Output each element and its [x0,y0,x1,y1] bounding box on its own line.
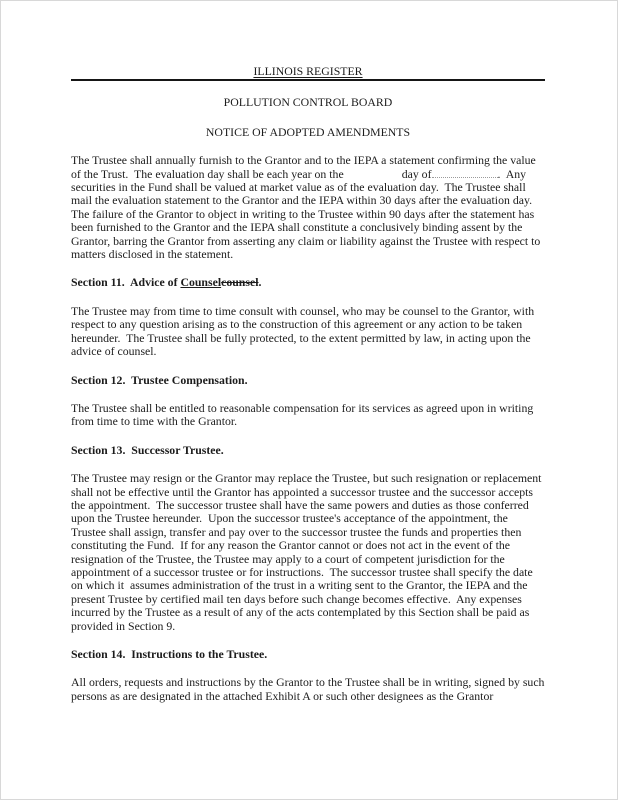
intro-text-3: . Any securities in the Fund shall be valued at market value as of the evaluation day. The Trustee shall mail the evaluation statement to the Grantor and the IEPA within 30 days after the evaluation day. The failure of the Grantor to object in writing to the Trustee within 90 days after the statement has been furnished to the Grantor and the IEPA shall constitute a conclusively binding assent by the Grantor, barring the Grantor from asserting any claim or liability against the Trustee with respect to matters disclosed in the statement. [71,166,544,262]
section-12-body: The Trustee shall be entitled to reasonable compensation for its services as agreed upon in writing from time to time with the Grantor. [71,400,537,429]
blank-day-field [344,177,402,178]
section-11-inserted-text: Counsel [180,275,222,290]
section-12-heading: Section 12. Trustee Compensation. [71,372,248,387]
intro-text-2: day of [401,166,432,181]
section-13-body: The Trustee may resign or the Grantor may replace the Trustee, but such resignation or replacement shall not be effective until the Grantor has appointed a successor trustee and the successor accepts the appointment. The successor trustee shall have the same powers and duties as those conferred upon the Trustee hereunder. Upon the successor trustee's acceptance of the appointment, the Trustee shall assign, transfer and pay over to the successor trustee the funds and properties then constituting the Fund. If for any reason the Grantor cannot or does not act in the event of the resignation of the Trustee, the Trustee may apply to a court of competent jurisdiction for the appointment of a successor trustee or for instructions. The successor trustee shall specify the date on which it assumes administration of the trust in a writing sent to the Grantor, the IEPA and the present Trustee by certified mail ten days before such change becomes effective. Any expenses incurred by the Trustee as a result of any of the acts contemplated by this Section shall be paid as provided in Section 9. [71,471,545,633]
blank-month-field [432,169,498,178]
intro-text-1: The Trustee shall annually furnish to the Grantor and to the IEPA a statement confirming the value of the Trust. The evaluation day shall be each year on the [71,153,539,181]
header-rule [71,65,545,81]
section-13-heading: Section 13. Successor Trustee. [71,442,224,457]
board-name: POLLUTION CONTROL BOARD [223,95,393,110]
section-11-deleted-text: counsel [221,275,259,290]
section-11-heading [71,276,545,289]
section-14-heading: Section 14. Instructions to the Trustee. [71,647,268,661]
intro-paragraph [71,154,545,261]
notice-title: NOTICE OF ADOPTED AMENDMENTS [205,124,411,139]
section-11-heading-suffix: . [258,275,262,290]
section-14-body: All orders, requests and instructions by the Grantor to the Trustee shall be in writing, signed by such persons as are designated in the attached Exhibit A or such other designees as the Grantor [71,675,548,703]
register-title: ILLINOIS REGISTER [253,64,363,78]
section-11-body: The Trustee may from time to time consult with counsel, who may be counsel to the Grantor, with respect to any question arising as to the construction of this agreement or any action to be taken hereunder. The Trustee shall be fully protected, to the extent permitted by law, in acting upon the advice of counsel. [71,303,538,359]
section-11-heading-prefix: Section 11. Advice of [71,275,181,290]
